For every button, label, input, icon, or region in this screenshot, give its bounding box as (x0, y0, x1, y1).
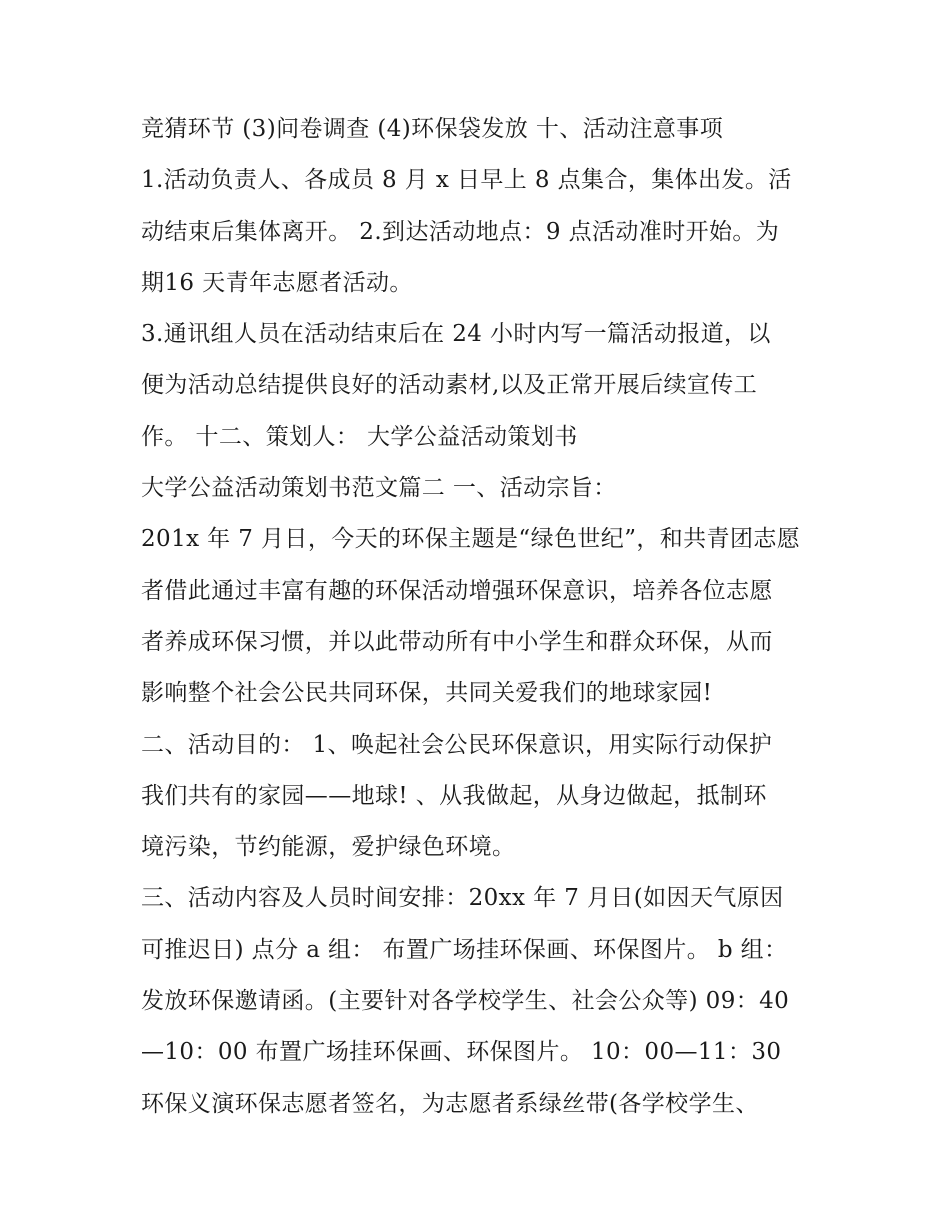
text-line: 竞猜环节 (3)问卷调查 (4)环保袋发放 十、活动注意事项 (141, 116, 724, 142)
document-body (141, 104, 821, 1130)
text-line: 3.通讯组人员在活动结束后在 24 小时内写一篇活动报道，以 (141, 321, 771, 348)
text-line: 三、活动内容及人员时间安排：20xx 年 7 月日(如因天气原因 (141, 885, 784, 912)
text-line: 便为活动总结提供良好的活动素材,以及正常开展后续宣传工 (141, 372, 758, 399)
text-line: 者养成环保习惯，并以此带动所有中小学生和群众环保，从而 (141, 628, 773, 655)
text-line: 发放环保邀请函。(主要针对各学校学生、社会公众等) 09：40 (141, 988, 790, 1015)
text-line: 环保义演环保志愿者签名，为志愿者系绿丝带(各学校学生、 (141, 1090, 759, 1117)
text-line: 者借此通过丰富有趣的环保活动增强环保意识，培养各位志愿 (141, 577, 773, 604)
text-line: 大学公益活动策划书范文篇二 一、活动宗旨： (141, 475, 617, 502)
text-line: 期16 天青年志愿者活动。 (141, 269, 413, 296)
text-line: 1.活动负责人、各成员 8 月 x 日早上 8 点集合，集体出发。活 (141, 167, 792, 194)
text-line: 二、活动目的： 1、唤起社会公民环保意识，用实际行动保护 (141, 731, 773, 758)
text-line: 201x 年 7 月日，今天的环保主题是“绿色世纪”，和共青团志愿 (141, 526, 801, 553)
text-line: 动结束后集体离开。 2.到达活动地点：9 点活动准时开始。为 (141, 218, 780, 245)
text-line: 境污染，节约能源，爱护绿色环境。 (141, 834, 516, 861)
text-line: —10：00 布置广场挂环保画、环保图片。 10：00—11：30 (141, 1039, 782, 1066)
text-line: 影响整个社会公民共同环保，共同关爱我们的地球家园! (141, 680, 713, 707)
text-line: 可推迟日) 点分 a 组： 布置广场挂环保画、环保图片。 b 组： (141, 936, 788, 963)
text-line: 作。 十二、策划人： 大学公益活动策划书 (141, 423, 578, 450)
text-line: 我们共有的家园——地球! 、从我做起，从身边做起，抵制环 (141, 782, 767, 809)
